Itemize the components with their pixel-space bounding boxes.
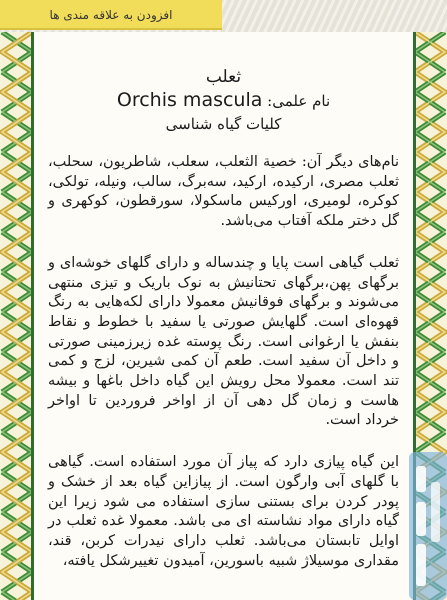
section-title: کلیات گیاه شناسی	[165, 115, 282, 133]
article-paragraph: ثعلب گیاهی است پایا و چندساله و دارای گلهای خوشه‌ای و برگهای پهن،برگهای تحتانیش به نوک باریک و تیزی منتهی می‌شوند و برگهای فوقانیش معمولا دارای لکه‌هایی به رنگ قهوه‌ای است. گلهایش صورتی یا سفید با خطوط و نقاط بنفش یا ارغوانی است. رنگ پوسته غده زیرزمینی صورتی و داخل آن سفید است. طعم آن کمی شیرین، لزج و کمی تند است. معمولا محل رویش این گیاه داخل باغها و بیشه هاست و زمان گل دهی آن از اواخر فروردین تا اواخر خرداد است.	[48, 254, 399, 429]
article-paragraph: نام‌های دیگر آن: خصیة الثعلب، سعلب، شاطریون، سحلب، ثعلب مصری، ارکیده، ارکید، سه‌برگ، سالب، ونیله، تولکی، کوکره، لومیری، اورکیس ماسکولا، سورقطون، کوکهری و گل دختر ملکه آفتاب می‌باشد.	[48, 154, 399, 230]
scientific-name: Orchis mascula	[116, 89, 263, 111]
decorative-border-left	[0, 32, 34, 600]
article-content	[34, 32, 413, 571]
article-paragraph: این گیاه پیازی دارد که پیاز آن مورد استفاده است. گیاهی با گلهای آبی وارگون است. از پیازاین گیاه بعد از خشک و پودر کردن برای بستنی سازی استفاده می شود زیرا این گیاه دارای مواد نشاسته ای می باشد. معمولا غده ثعلب در اوایل تابستان می‌باشد. ثعلب دارای نیدرات کربن، قند، مقداری موسیلاژ شبیه باسورین، آمیدون تغییرشکل یافته،	[48, 454, 399, 569]
article-title: ثعلب	[205, 67, 242, 87]
top-bar	[0, 0, 447, 32]
scientific-name-label: نام علمی:	[267, 92, 331, 110]
add-to-favorites-button[interactable]: افزودن به علاقه مندی ها	[0, 0, 222, 30]
scientific-name-line	[48, 88, 399, 113]
article-paper	[34, 32, 413, 600]
scroll-watermark-icon	[407, 452, 447, 600]
